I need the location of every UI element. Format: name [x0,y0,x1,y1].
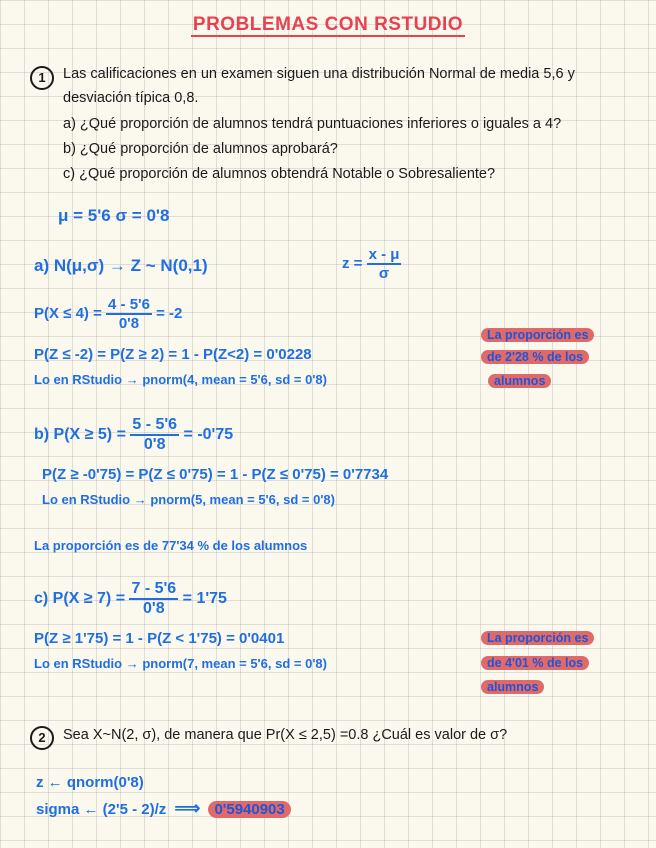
a-answer-line2: de 2'28 % de los [481,350,589,364]
a-prob-lhs: P(X ≤ 4) = [34,304,102,322]
problem-1-text-line1: Las calificaciones en un examen siguen una distribución Normal de media 5,6 y [63,66,575,82]
a-heading: a) N(μ,σ) → Z ~ N(0,1) [34,256,208,275]
a-answer-line1: La proporción es [481,328,594,342]
problem-number-2: 2 [30,726,54,750]
p2-sigma-line [36,798,291,819]
implies-arrow-icon: ⟹ [174,798,201,818]
a-answer-line3: alumnos [488,374,551,388]
z-denominator: σ [378,265,390,282]
b-answer: La proporción es de 77'34 % de los alumnos [34,538,308,553]
c-rstudio-line: Lo en RStudio → pnorm(7, mean = 5'6, sd = 0'8) [34,656,327,671]
z-fraction [367,246,402,282]
p2-qnorm-line: z ← qnorm(0'8) [36,774,144,791]
b-denominator: 0'8 [143,436,166,453]
a-calc-line: P(Z ≤ -2) = P(Z ≥ 2) = 1 - P(Z<2) = 0'0228 [34,346,312,363]
z-formula [342,246,401,282]
a-prob-rhs: = -2 [156,304,183,322]
b-rstudio-line: Lo en RStudio → pnorm(5, mean = 5'6, sd = 0'8) [42,492,335,507]
c-numerator: 7 - 5'6 [129,580,178,600]
a-denominator: 0'8 [118,315,140,332]
question-b: b) ¿Qué proporción de alumnos aprobará? [63,141,338,157]
page-title: PROBLEMAS CON RSTUDIO [192,14,464,35]
a-numerator: 4 - 5'6 [108,296,150,313]
c-prob-rhs: = 1'75 [182,590,227,608]
b-fraction [130,416,179,454]
c-probability [34,580,227,618]
problem-2-text: Sea X~N(2, σ), de manera que Pr(X ≤ 2,5) =0.8 ¿Cuál es valor de σ? [63,727,508,743]
a-fraction [106,296,152,332]
a-probability [34,296,182,332]
p2-result: 0'5940903 [208,801,290,818]
p2-sigma-expr: sigma ← (2'5 - 2)/z [36,801,167,818]
question-c: c) ¿Qué proporción de alumnos obtendrá Notable o Sobresaliente? [63,166,496,182]
c-prob-lhs: c) P(X ≥ 7) = [34,590,126,608]
b-prob-rhs: = -0'75 [183,426,234,444]
c-fraction [129,580,178,618]
c-answer-line3: alumnos [481,680,544,694]
problem-1-text-line2: desviación típica 0,8. [63,90,199,106]
c-calc-line: P(Z ≥ 1'75) = 1 - P(Z < 1'75) = 0'0401 [34,630,285,647]
z-formula-lhs: z = [342,254,363,272]
b-probability [34,416,233,454]
c-denominator: 0'8 [143,600,165,617]
b-prob-lhs: b) P(X ≥ 5) = [34,426,126,444]
c-answer-line2: de 4'01 % de los [481,656,589,670]
z-numerator: x - μ [368,246,400,263]
b-numerator: 5 - 5'6 [130,416,179,436]
b-calc-line: P(Z ≥ -0'75) = P(Z ≤ 0'75) = 1 - P(Z ≤ 0'75) = 0'7734 [42,466,389,483]
parameters: μ = 5'6 σ = 0'8 [58,206,170,225]
question-a: a) ¿Qué proporción de alumnos tendrá puntuaciones inferiores o iguales a 4? [63,116,562,132]
a-rstudio-line: Lo en RStudio → pnorm(4, mean = 5'6, sd = 0'8) [34,372,327,387]
problem-number-1: 1 [30,66,54,90]
c-answer-line1: La proporción es [481,631,594,645]
